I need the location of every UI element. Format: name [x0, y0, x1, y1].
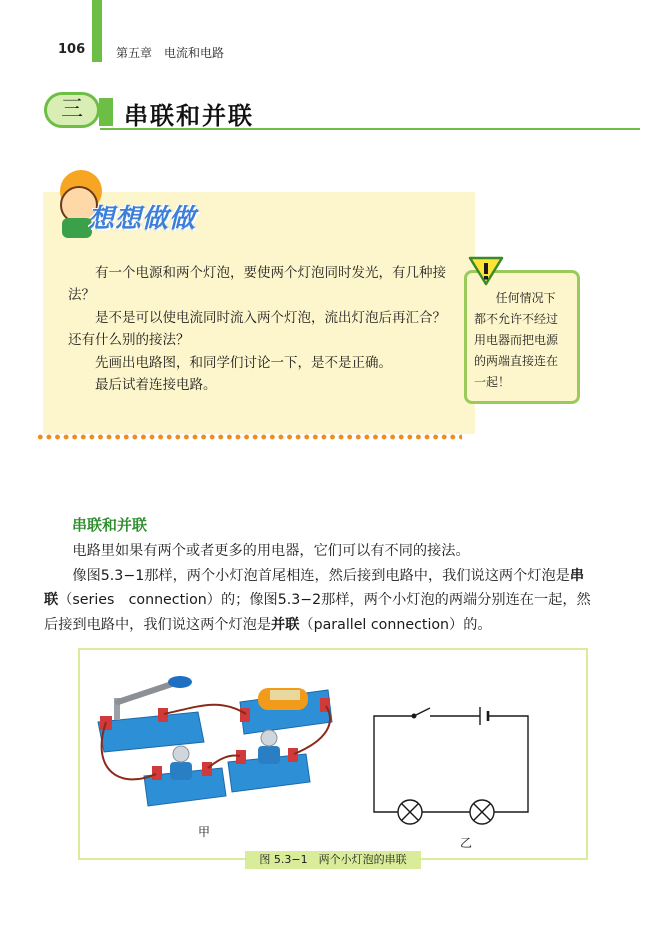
activity-paragraph: 有一个电源和两个灯泡，要使两个灯泡同时发光，有几种接法？	[68, 265, 446, 304]
warning-line: 的两端直接连在	[474, 354, 559, 368]
body-text	[44, 539, 596, 638]
body-text-segment: （parallel connection）的。	[299, 617, 492, 634]
activity-paragraph: 是不是可以使电流同时流入两个灯泡，流出灯泡后再汇合？还有什么别的接法？	[68, 309, 446, 349]
body-paragraph	[44, 564, 596, 638]
section-number-badge: 三	[44, 92, 100, 128]
warning-line: 用电器而把电源	[474, 333, 559, 347]
physical-circuit-illustration	[98, 676, 332, 806]
subsection-heading: 串联和并联	[72, 516, 148, 534]
warning-line: 一起！	[474, 375, 511, 389]
figure-caption: 图 5.3−1 两个小灯泡的串联	[245, 851, 421, 869]
body-text-segment: （series connection）的；像图5.3−2那样，两个小灯泡的两端分别连在一起，然后接到电路中，我们说这两个灯泡是	[44, 592, 591, 634]
series-circuit-figure	[80, 650, 586, 850]
activity-dotted-divider	[36, 434, 462, 440]
figure-label-b: 乙	[460, 836, 473, 850]
warning-text	[474, 288, 574, 393]
section-tab	[99, 98, 113, 126]
switch-symbol	[414, 708, 430, 716]
body-paragraph: 电路里如果有两个或者更多的用电器，它们可以有不同的接法。	[72, 543, 470, 559]
activity-paragraph: 最后试着连接电路。	[95, 377, 217, 394]
warning-line: 都不允许不经过	[474, 312, 559, 326]
exclamation-triangle-icon	[468, 256, 504, 286]
section-title: 串联和并联	[124, 102, 254, 130]
page-number: 106	[58, 42, 86, 57]
figure-label-a: 甲	[198, 825, 211, 839]
activity-paragraph: 先画出电路图，和同学们讨论一下，是不是正确。	[95, 354, 392, 371]
circuit-schematic	[374, 707, 528, 824]
warning-line: 任何情况下	[495, 291, 556, 305]
header-accent-bar	[92, 0, 102, 62]
chapter-title: 第五章 电流和电路	[116, 46, 225, 60]
body-text-segment: 像图5.3−1那样，两个小灯泡首尾相连，然后接到电路中，我们说这两个灯泡是	[72, 567, 570, 584]
activity-title: 想想做做	[88, 204, 197, 234]
activity-text	[68, 262, 450, 396]
term-series: 串联	[44, 567, 585, 609]
term-parallel: 并联	[271, 617, 300, 634]
